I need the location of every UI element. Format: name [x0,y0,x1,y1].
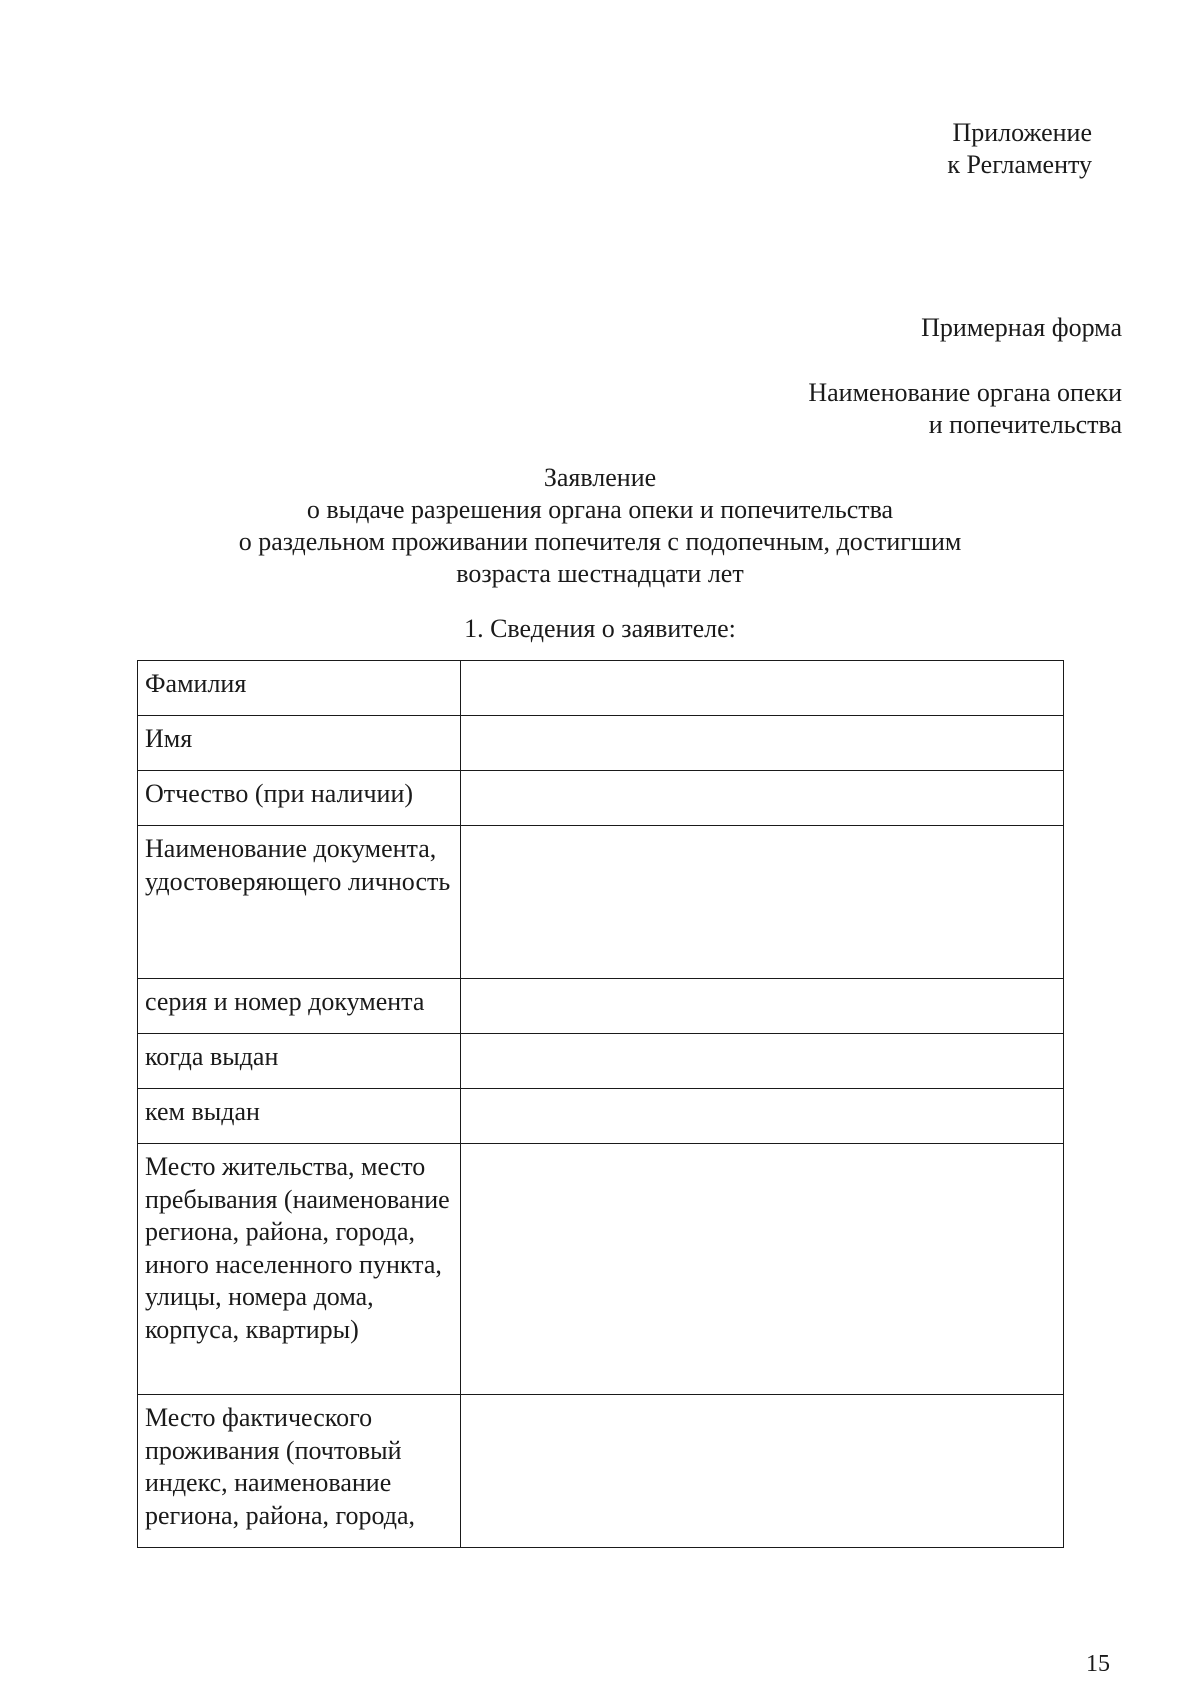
section-heading: 1. Сведения о заявителе: [464,614,736,643]
row-label: серия и номер документа [138,979,461,1034]
form-type-label [921,312,1122,344]
row-value-field[interactable] [460,826,1063,979]
table-row [138,661,1064,716]
row-value-field[interactable] [460,979,1063,1034]
applicant-info-table [137,660,1064,1548]
table-row [138,1395,1064,1548]
row-label: Место фактического проживания (почтовый индекс, наименование региона, района, города, [138,1395,461,1548]
table-row [138,1034,1064,1089]
row-label: кем выдан [138,1089,461,1144]
document-title [0,462,1200,590]
table-row [138,1144,1064,1395]
appendix-line-2: к Регламенту [947,150,1092,179]
row-value-field[interactable] [460,661,1063,716]
authority-line-2: и попечительства [928,410,1122,439]
table-row [138,771,1064,826]
title-line-4: возраста шестнадцати лет [456,559,744,588]
row-label: Место жительства, место пребывания (наименование региона, района, города, иного населенного пункта, улицы, номера дома, корпуса, квартиры) [138,1144,461,1395]
row-value-field[interactable] [460,1034,1063,1089]
page-number: 15 [1086,1651,1110,1677]
row-value-field[interactable] [460,1144,1063,1395]
title-line-3: о раздельном проживании попечителя с подопечным, достигшим [238,527,962,556]
row-value-field[interactable] [460,771,1063,826]
row-label: когда выдан [138,1034,461,1089]
title-line-2: о выдаче разрешения органа опеки и попечительства [306,495,894,524]
row-value-field[interactable] [460,716,1063,771]
authority-name [808,377,1122,441]
row-value-field[interactable] [460,1395,1063,1548]
row-label: Отчество (при наличии) [138,771,461,826]
table-row [138,826,1064,979]
authority-line-1: Наименование органа опеки [808,378,1122,407]
row-value-field[interactable] [460,1089,1063,1144]
appendix-note [947,117,1092,181]
row-label: Фамилия [138,661,461,716]
table-row [138,716,1064,771]
form-type-text: Примерная форма [921,313,1122,342]
table-row [138,1089,1064,1144]
row-label: Имя [138,716,461,771]
appendix-line-1: Приложение [952,118,1092,147]
title-line-1: Заявление [543,463,657,492]
table-row [138,979,1064,1034]
row-label: Наименование документа, удостоверяющего личность [138,826,461,979]
